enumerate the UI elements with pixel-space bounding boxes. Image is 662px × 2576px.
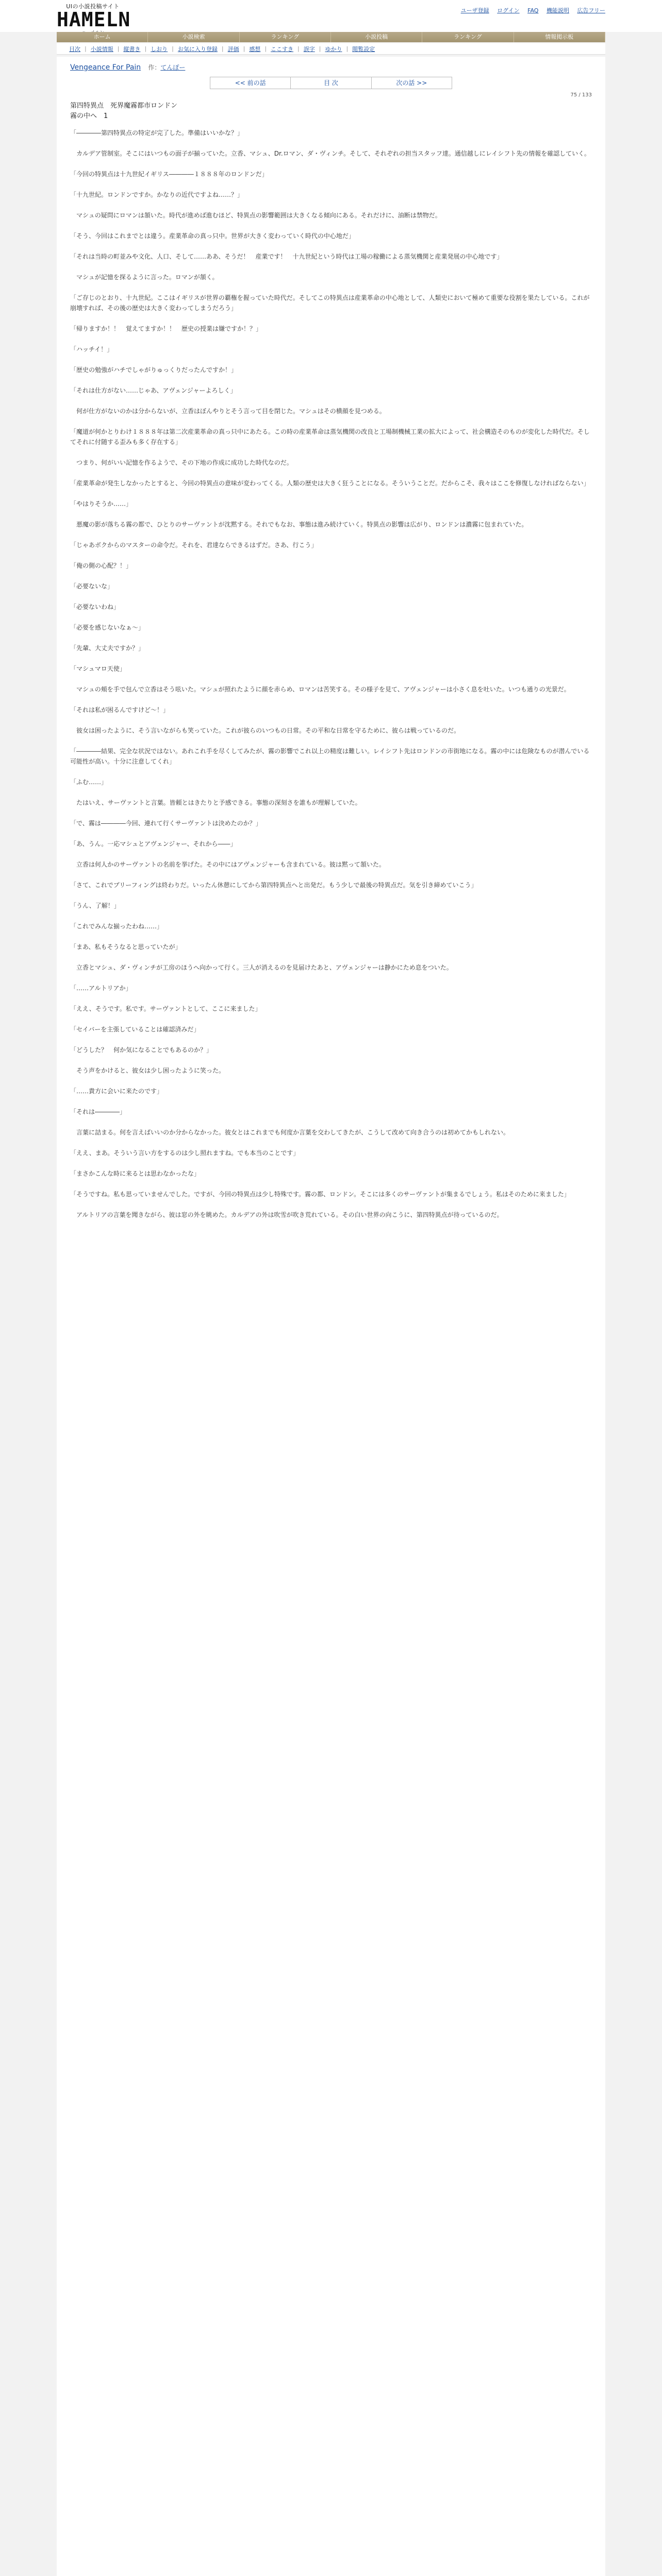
body-paragraph: 「先輩、大丈夫ですか？」 — [70, 645, 145, 652]
gnav-home[interactable]: ホーム — [57, 32, 148, 42]
gnav-ranking[interactable]: ランキング — [240, 32, 331, 42]
body-paragraph: 「で、霧は――――今回、連れて行くサーヴァントは決めたのか？」 — [70, 820, 262, 827]
subnav-typo[interactable]: 誤字 — [303, 45, 315, 53]
body-paragraph: 「じゃあボクからのマスターの命令だ。それを、君達ならできるはずだ。さあ、行こう」 — [70, 541, 318, 549]
gnav-search[interactable]: 小説検索 — [148, 32, 239, 42]
body-paragraph: たはいえ、サーヴァントと言葉。皆頼とはきたりと予感できる。事態の深刻さを誰もが理解していた。 — [70, 799, 361, 806]
body-paragraph: 「ふむ……」 — [70, 778, 108, 786]
subnav-bookmark[interactable]: しおり — [151, 45, 168, 53]
site-logo[interactable] — [57, 2, 129, 30]
body-paragraph: 立香とマシュ、ダ・ヴィンチが工房のほうへ向かって行く。三人が消えるのを見届けたあと、アヴェンジャーは静かにため息をついた。 — [70, 964, 453, 971]
body-paragraph: 「ハッチイ！」 — [70, 346, 113, 353]
chapter-count: 75 / 133 — [570, 92, 592, 98]
subnav-toc[interactable]: 目次 — [69, 45, 80, 53]
body-paragraph: 何が仕方がないのかは分からないが、立香はぼんやりとそう言って目を閉じた。マシュはその横顔を見つめる。 — [70, 408, 386, 415]
body-paragraph: 「歴史の勉強がハチでしゃがりゅっくりだったんですか！」 — [70, 366, 238, 374]
body-paragraph: 「これでみんな揃ったわね……」 — [70, 923, 163, 930]
body-paragraph: 「セイバーを主張していることは確認済みだ」 — [70, 1026, 200, 1033]
subnav-vertical[interactable]: 縦書き — [123, 45, 141, 53]
subnav-rating[interactable]: 評価 — [227, 45, 239, 53]
body-paragraph: 「まさかこんな時に来るとは思わなかったな」 — [70, 1170, 201, 1177]
work-title-link[interactable]: Vengeance For Pain — [70, 63, 141, 72]
login-link[interactable]: ログイン — [497, 7, 520, 14]
register-link[interactable]: ユーザ登録 — [460, 7, 489, 14]
body-paragraph: アルトリアの言葉を聞きながら、彼は窓の外を眺めた。カルデアの外は吹雪が吹き荒れている。その白い世界の向こうに、第四特異点が待っているのだ。 — [70, 1211, 503, 1218]
ad-free-link[interactable]: 広告フリー — [577, 7, 605, 14]
body-paragraph: 「――――結果、完全な状況ではない。あれこれ手を尽くしてみたが、霧の影響でこれ以上の精度は難しい。レイシフト先はロンドンの市街地になる。霧の中には危険なものが潜んでいる可能性が高い。十分に注意してくれ」 — [70, 748, 590, 765]
body-paragraph: 立香は何人かのサーヴァントの名前を挙げた。その中にはアヴェンジャーも含まれている。彼は黙って頷いた。 — [70, 861, 385, 868]
gnav-ranking-2[interactable]: ランキング — [422, 32, 514, 42]
body-paragraph: 「それは仕方がない……じゃあ、アヴェンジャーよろしく」 — [70, 387, 237, 394]
body-paragraph: 「やはりそうか……」 — [70, 500, 133, 507]
body-paragraph: 「帰りますか！！ 覚えてますか！！ 歴史の授業は嫌ですか！？」 — [70, 325, 262, 332]
subnav-info[interactable]: 小説情報 — [90, 45, 113, 53]
subnav-favorite[interactable]: お気に入り登録 — [177, 45, 218, 53]
header-links — [455, 6, 605, 14]
gnav-post[interactable]: 小説投稿 — [331, 32, 422, 42]
body-paragraph: 「ええ、まあ。そういう言い方をするのは少し照れますね。でも本当のことです」 — [70, 1149, 300, 1157]
body-paragraph: 彼女は困ったように、そう言いながらも笑っていた。これが彼らのいつもの日常。その平和な日常を守るために、彼らは戦っているのだ。 — [70, 727, 460, 734]
body-paragraph: 「そう、今回はこれまでとは違う。産業革命の真っ只中。世界が大きく変わっていく時代の中心地だ」 — [70, 232, 355, 240]
body-paragraph: 「まあ、私もそうなると思っていたが」 — [70, 943, 181, 951]
body-paragraph: 言葉に詰まる。何を言えばいいのか分からなかった。彼女とはこれまでも何度か言葉を交わしてきたが、こうして改めて向き合うのは初めてかもしれない。 — [70, 1129, 510, 1136]
body-paragraph: 「俺の側の心配？！」 — [70, 562, 133, 569]
body-paragraph: 「ご存じのとおり、十九世紀。ここはイギリスが世界の覇権を握っていた時代だ。そしてこの特異点は産業革命の中心地として、人類史において極めて重要な役割を果たしている。これが崩壊すれば、その後の歴史は大きく変わってしまうだろう」 — [70, 294, 590, 312]
body-paragraph: 「……貴方に会いに来たのです」 — [70, 1088, 163, 1095]
body-paragraph: 「それは私が困るんですけど～！」 — [70, 706, 170, 714]
body-paragraph: 「――――第四特異点の特定が完了した。準備はいいかな？」 — [70, 129, 244, 137]
body-paragraph: 「十九世紀。ロンドンですか。かなりの近代ですよね……？」 — [70, 191, 244, 198]
work-header — [70, 63, 592, 72]
body-paragraph: 「ええ、そうです。私です。サーヴァントとして、ここに来ました」 — [70, 1005, 261, 1012]
body-paragraph: 「うん、了解！」 — [70, 902, 120, 909]
novel-body — [70, 128, 592, 1220]
subnav-like[interactable]: ここすき — [271, 45, 294, 53]
chapter-title-line2: 霧の中へ 1 — [70, 112, 108, 120]
global-nav — [57, 32, 605, 42]
body-paragraph: 「あ、うん。一応マシュとアヴェンジャー、それから――」 — [70, 840, 237, 848]
body-paragraph: 「そうですね。私も思っていませんでした。ですが、今回の特異点は少し特殊です。霧の都、ロンドン。そこには多くのサーヴァントが集まるでしょう。私はそのために来ました」 — [70, 1191, 570, 1198]
toc-button[interactable]: 目 次 — [291, 77, 371, 89]
body-paragraph: 「魔道が何かとりわけ１８８８年は第二次産業革命の真っ只中にあたる。この時の産業革命は蒸気機関の改良と工場制機械工業の拡大によって、社会構造そのものが変化した時代だ。そしてそれに付随する歪みも多く存在する」 — [70, 428, 590, 446]
body-paragraph: 「……アルトリアか」 — [70, 985, 132, 992]
logo-mark: HAMELN — [57, 8, 131, 31]
logo-tagline: UIの小説投稿サイト — [66, 3, 120, 10]
features-link[interactable]: 機能説明 — [546, 7, 569, 14]
chapter-title-line1: 第四特異点 死界魔霧都市ロンドン — [70, 102, 178, 110]
author-link[interactable]: てんぽー — [160, 64, 186, 71]
body-paragraph: マシュの頬を手で包んで立香はそう呟いた。マシュが照れたように顔を赤らめ、ロマンは苦笑する。その様子を見て、アヴェンジャーは小さく息を吐いた。いつも通りの光景だ。 — [70, 686, 570, 693]
body-paragraph: マシュが記憶を探るように言った。ロマンが頷く。 — [70, 274, 219, 281]
body-paragraph: 「必要ないな」 — [70, 583, 114, 590]
site-header — [0, 0, 662, 32]
next-chapter-button[interactable]: 次の話 >> — [396, 79, 427, 87]
body-paragraph: 「さて、これでブリーフィングは終わりだ。いったん休憩にしてから第四特異点へと出発だ。もう少しで最後の特異点だ。気を引き締めていこう」 — [70, 882, 477, 889]
faq-link[interactable]: FAQ — [527, 7, 539, 14]
body-paragraph: 「必要を感じないなぁ～」 — [70, 624, 145, 631]
body-paragraph: つまり、何がいい記憶を作るようで、その下地の作成に成功した時代なのだ。 — [70, 459, 293, 466]
body-paragraph: 「マシュマロ天使」 — [70, 665, 126, 672]
main-content — [57, 57, 605, 2576]
subnav-related[interactable]: ゆかり — [325, 45, 342, 53]
gnav-board[interactable]: 情報掲示板 — [514, 32, 605, 42]
author-line — [148, 64, 185, 71]
body-paragraph: 「必要ないわね」 — [70, 603, 120, 611]
body-paragraph: カルデア管制室。そこにはいつもの面子が揃っていた。立香、マシュ、Dr.ロマン、ダ・ヴィンチ。そして、それぞれの担当スタッフ達。通信越しにレイシフト先の情報を確認していく。 — [70, 150, 591, 157]
body-paragraph: そう声をかけると、彼女は少し困ったように笑った。 — [70, 1067, 225, 1074]
chapter-pager — [210, 77, 452, 89]
chapter-title — [70, 101, 592, 122]
body-paragraph: 悪魔の影が落ちる霧の都で、ひとりのサーヴァントが沈黙する。それでもなお、事態は進み続けていく。特異点の影響は広がり、ロンドンは濃霧に包まれていた。 — [70, 521, 528, 528]
author-prefix: 作： — [148, 64, 161, 71]
novel-subnav: 目次 | 小説情報 | 縦書き | しおり | お気に入り登録 | 評価 | 感想 | ここすき | 誤字 | ゆかり | 閲覧設定 — [57, 43, 605, 55]
body-paragraph: 「それは――――」 — [70, 1108, 126, 1115]
body-paragraph: 「今回の特異点は十九世紀イギリス――――１８８８年のロンドンだ」 — [70, 171, 268, 178]
prev-chapter-button[interactable]: << 前の話 — [210, 77, 291, 89]
body-paragraph: 「どうした？ 何か気になることでもあるのか？」 — [70, 1046, 213, 1054]
body-paragraph: 「産業革命が発生しなかったとすると、今回の特異点の意味が変わってくる。人類の歴史は大きく狂うことになる。そういうことだ。だからこそ、我々はここを修復しなければならない」 — [70, 480, 590, 487]
subnav-review[interactable]: 感想 — [249, 45, 261, 53]
body-paragraph: 「それは当時の町並みや文化、人口、そして……ああ、そうだ！ 産業です！ 十九世紀という時代は工場の稼働による蒸気機関と産業発展の中心地です」 — [70, 253, 503, 260]
body-paragraph: マシュの疑問にロマンは頷いた。時代が進めば進むほど、特異点の影響範囲は大きくなる傾向にある。それだけに、油断は禁物だ。 — [70, 212, 441, 219]
subnav-settings[interactable]: 閲覧設定 — [352, 45, 375, 53]
